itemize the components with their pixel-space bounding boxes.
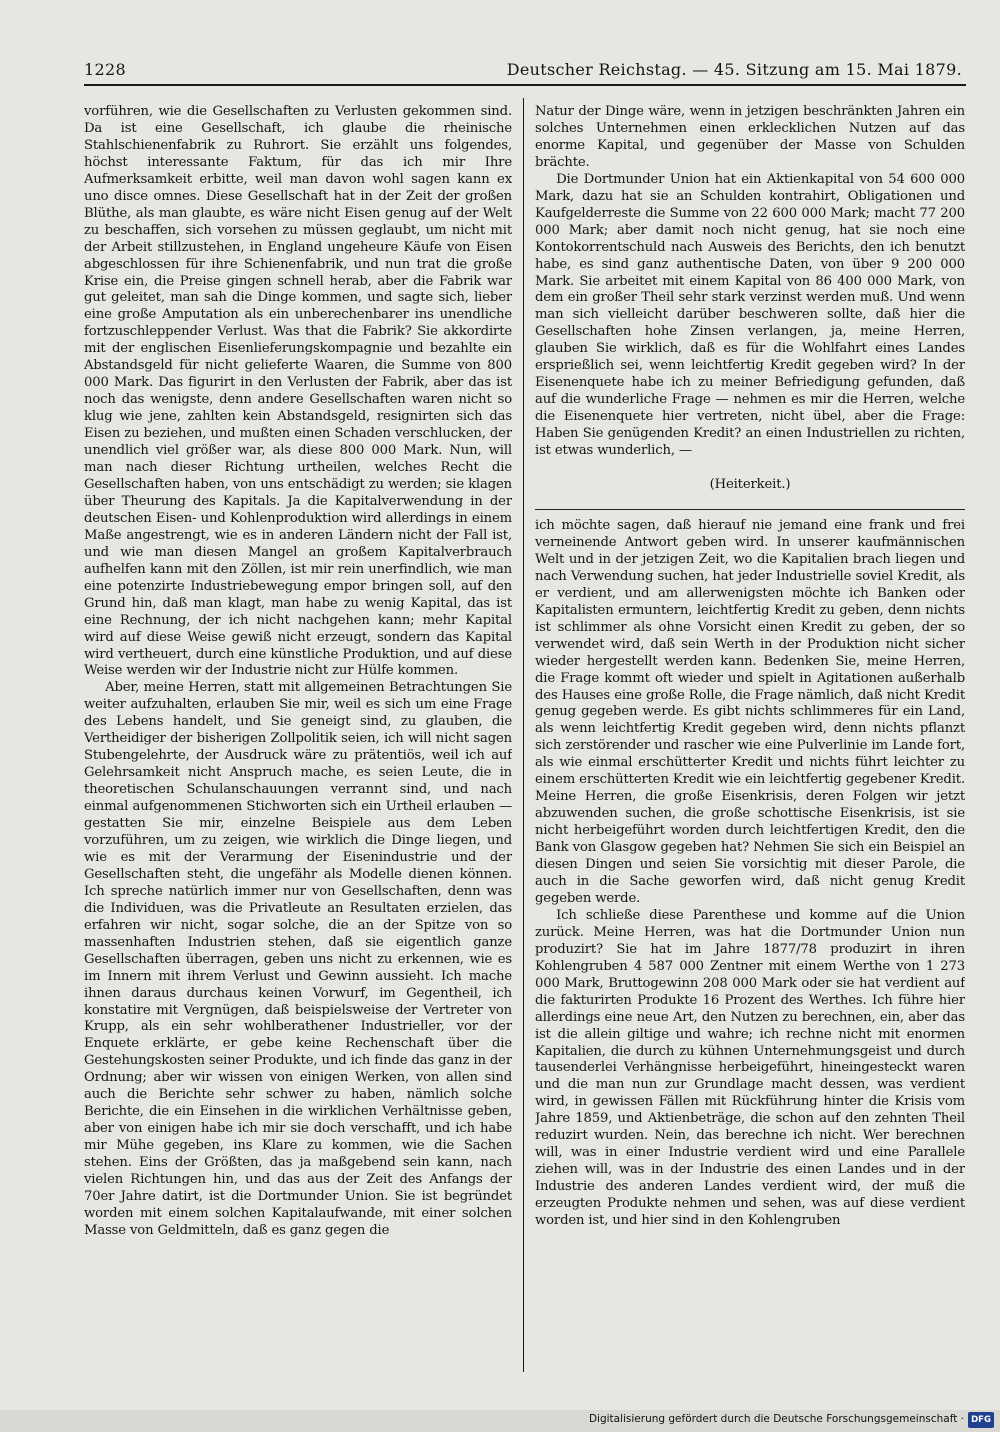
page-header — [84, 56, 964, 82]
digitization-footer — [0, 1410, 1000, 1432]
right-paragraph-1: Natur der Dinge wäre, wenn in jetzigen beschränkten Jahren ein solches Unternehmen einen erklecklichen Nutzen auf das enorme Kapital, und gegenüber der Masse von Schulden brächte. — [535, 104, 965, 170]
column-divider — [523, 98, 524, 1372]
header-rule — [84, 84, 966, 86]
right-column — [535, 104, 965, 1372]
right-paragraph-3: ich möchte sagen, daß hierauf nie jemand eine frank und frei verneinende Antwort geben wird. In unserer kaufmännischen Welt und in der jetzigen Zeit, wo die Kapitalien brach liegen und nach Verwendung suchen, hat jeder Industrielle soviel Kredit, als er verdient, und am allerwenigsten möchte ich Banken oder Kapitalisten ermuntern, leichtfertig Kredit zu geben, denn nichts ist schlimmer als ohne Vorsicht einen Kredit zu geben, der so verwendet wird, daß sein Werth in der Produktion nicht sicher wieder hergestellt werden kann. Bedenken Sie, meine Herren, die Frage kommt oft wieder und spielt in Agitationen außerhalb des Hauses eine große Rolle, die Frage nämlich, daß nicht Kredit genug gegeben werde. Es gibt nichts schlimmeres für ein Land, als wenn leichtfertig Kredit gegeben wird, denn nichts pflanzt sich zerstörender und rascher wie eine Pulverlinie im Lande fort, als wie einmal erschütterter Kredit und nichts führt leichter zu einem erschütterten Kredit wie ein leichtfertig gegebener Kredit. Meine Herren, die große Eisenkrisis, deren Folgen wir jetzt abzuwenden suchen, die große schottische Eisenkrisis, ist sie nicht herbeigeführt worden durch leichtfertigen Kredit, den die Bank von Glasgow gegeben hat? Nehmen Sie sich ein Beispiel an diesen Dingen und seien Sie vorsichtig mit dieser Parole, die auch in die Sache geworfen wird, daß nicht genug Kredit gegeben werde. — [535, 517, 965, 906]
funding-credit: Digitalisierung gefördert durch die Deutsche Forschungsgemeinschaft · — [588, 1413, 964, 1425]
right-paragraph-4: Ich schließe diese Parenthese und komme auf die Union zurück. Meine Herren, was hat die Dortmunder Union nun produzirt? Sie hat im Jahre 1877/78 produzirt in ihren Kohlengruben 4 587 000 Zentner mit einem Werthe von 1 273 000 Mark, Bruttogewinn 208 000 Mark oder sie hat verdient auf die fakturirten Produkte 16 Prozent des Werthes. Ich führe hier allerdings eine neue Art, den Nutzen zu berechnen, ein, aber das ist die allein giltige und wahre; ich rechne nicht mit enormen Kapitalien, die durch zu kühnen Unternehmungsgeist und durch tausenderlei Verhängnisse herbeigeführt, hineingesteckt waren und die man nun zur Grundlage macht dessen, was verdient wird, in gewissen Fällen mit Rückführung hinter die Krisis vom Jahre 1859, und Aktienbeträge, die schon auf den zehnten Theil reduzirt wurden. Nein, das berechne ich nicht. Wer berechnen will, was in einer Industrie verdient wird und eine Parallele ziehen will, was in der Industrie des einen Landes und in der Industrie des anderen Landes verdient wird, der muß die erzeugten Produkte nehmen und sehen, was auf diese verdient worden ist, und hier sind in den Kohlengruben — [535, 907, 965, 1229]
left-paragraph-2: Aber, meine Herren, statt mit allgemeinen Betrachtungen Sie weiter aufzuhalten, erlauben Sie mir, weil es sich um eine Frage des Lebens handelt, und Sie geneigt sind, zu glauben, die Vertheidiger der bisherigen Zollpolitik seien, ich will nicht sagen Stubengelehrte, der Ausdruck wäre zu prätentiös, weil ich auf Gelehrsamkeit nicht Anspruch mache, es seien Leute, die in theoretischen Schulanschauungen verrannt sind, und nach einmal aufgenommenen Stichworten sich ein Urtheil erlauben — gestatten Sie mir, einzelne Beispiele aus dem Leben vorzuführen, um zu zeigen, wie wirklich die Dinge liegen, und wie es mit der Verarmung der Eisenindustrie und der Gesellschaften steht, die ungefähr als Modelle dienen können. Ich spreche natürlich immer nur von Gesellschaften, denn was die Individuen, was die Privatleute an Resultaten erzielen, das erfahren wir nicht, sogar solche, die an der Spitze von so massenhaften Industrien stehen, daß sie eigentlich ganze Gesellschaften überragen, geben uns nicht zu erkennen, wie es im Innern mit ihrem Verlust und Gewinn aussieht. Ich mache ihnen daraus durchaus keinen Vorwurf, im Gegentheil, ich konstatire mit Vergnügen, daß beispielsweise der Vertreter von Krupp, als ein sehr wohlberathener Industrieller, vor der Enquete erklärte, er gebe keine Rechenschaft über die Gestehungskosten seiner Produkte, und ich finde das ganz in der Ordnung; aber wir wissen von einigen Werken, von allen sind auch die Berichte sehr schwer zu haben, nämlich solche Berichte, die ein Einsehen in die wirklichen Verhältnisse geben, aber von einigen habe ich mir sie doch verschafft, und ich habe mir Mühe gegeben, ins Klare zu kommen, wie die Sachen stehen. Eins der Größten, das ja maßgebend sein kann, nach vielen Richtungen hin, und das aus der Zeit des Anfangs der 70er Jahre datirt, ist die Dortmunder Union. Sie ist begründet worden mit einem solchen Kapitalaufwande, mit einer solchen Masse von Geldmitteln, daß es ganz gegen die — [84, 680, 512, 1238]
page-number: 1228 — [84, 60, 126, 79]
running-title: Deutscher Reichstag. — 45. Sitzung am 15. Mai 1879. — [506, 60, 962, 79]
right-paragraph-2: Die Dortmunder Union hat ein Aktienkapital von 54 600 000 Mark, dazu hat sie an Schulden kontrahirt, Obligationen und Kaufgelderreste die Summe von 22 600 000 Mark; macht 77 200 000 Mark; aber damit noch nicht genug, hat sie noch eine Kontokorrentschuld nach Ausweis des Berichts, den ich benutzt habe, es sind ganz authentische Daten, von über 9 200 000 Mark. Sie arbeitet mit einem Kapital von 86 400 000 Mark, von dem ein großer Theil sehr stark verzinst werden muß. Und wenn man sich vielleicht darüber beschweren sollte, daß hier die Gesellschaften hohe Zinsen verlangen, ja, meine Herren, glauben Sie wirklich, daß es für die Wohlfahrt eines Landes ersprießlich sei, wenn leichtfertig Kredit gegeben wird? In der Eisenenquete habe ich zu meiner Befriedigung gefunden, daß auf die wunderliche Frage — nehmen es mir die Herren, welche die Eisenenquete hier vertreten, nicht übel, aber die Frage: Haben Sie genügenden Kredit? an einen Industriellen zu richten, ist etwas wunderlich, — — [535, 171, 965, 459]
left-paragraph-1: vorführen, wie die Gesellschaften zu Verlusten gekommen sind. Da ist eine Gesellschaft, ich glaube die rheinische Stahlschienenfabrik zu Ruhrort. Sie erzählt uns folgendes, höchst interessante Faktum, für das ich mir Ihre Aufmerksamkeit erbitte, weil man davon wohl sagen kann ex uno disce omnes. Diese Gesellschaft hat in der Zeit der großen Blüthe, als man glaubte, es wäre nicht Eisen genug auf der Welt zu beschaffen, sich vorsehen zu müssen geglaubt, um nicht mit der Arbeit stillzustehen, in England ungeheure Käufe von Eisen abgeschlossen für ihre Schienenfabrik, und nun trat die große Krise ein, die Preise gingen schnell herab, aber die Fabrik war gut geleitet, man sah die Dinge kommen, und sagte sich, lieber eine große Amputation als ein unberechenbarer ins unendliche fortzuschleppender Verlust. Was that die Fabrik? Sie akkordirte mit der englischen Eisenlieferungskompagnie und bezahlte ein Abstandsgeld für nicht gelieferte Waaren, die Summe von 800 000 Mark. Das figurirt in den Verlusten der Fabrik, aber das ist noch das wenigste, denn andere Gesellschaften waren nicht so klug wie jene, zahlten kein Abstandsgeld, resignirten sich das Eisen zu beziehen, und mußten einen Schaden verschlucken, der unendlich viel größer war, als diese 800 000 Mark. Nun, will man nach dieser Richtung urtheilen, welches Recht die Gesellschaften haben, von uns entschädigt zu werden; sie klagen über Theurung des Kapitals. Ja die Kapitalverwendung in der deutschen Eisen- und Kohlenproduktion wird allerdings in einem Maße angestrengt, wie es in anderen Ländern nicht der Fall ist, und wie man diesen Mangel an großem Kapitalverbrauch aufhelfen kann mit den Zöllen, ist mir rein unerfindlich, wie man eine potenzirte Industriebewegung empor bringen soll, auf den Grund hin, daß man klagt, man habe zu wenig Kapital, das ist eine Rechnung, der ich nicht nachgehen kann; mehr Kapital wird auf diese Weise gewiß nicht erzeugt, sondern das Kapital wird vertheuert, durch eine künstliche Produktion, und auf diese Weise werden wir der Industrie nicht zur Hülfe kommen. — [84, 104, 512, 679]
dfg-logo: DFG — [968, 1412, 994, 1428]
left-column — [84, 104, 512, 1372]
interjection: (Heiterkeit.) — [709, 477, 791, 493]
interjection-rule — [535, 509, 965, 510]
